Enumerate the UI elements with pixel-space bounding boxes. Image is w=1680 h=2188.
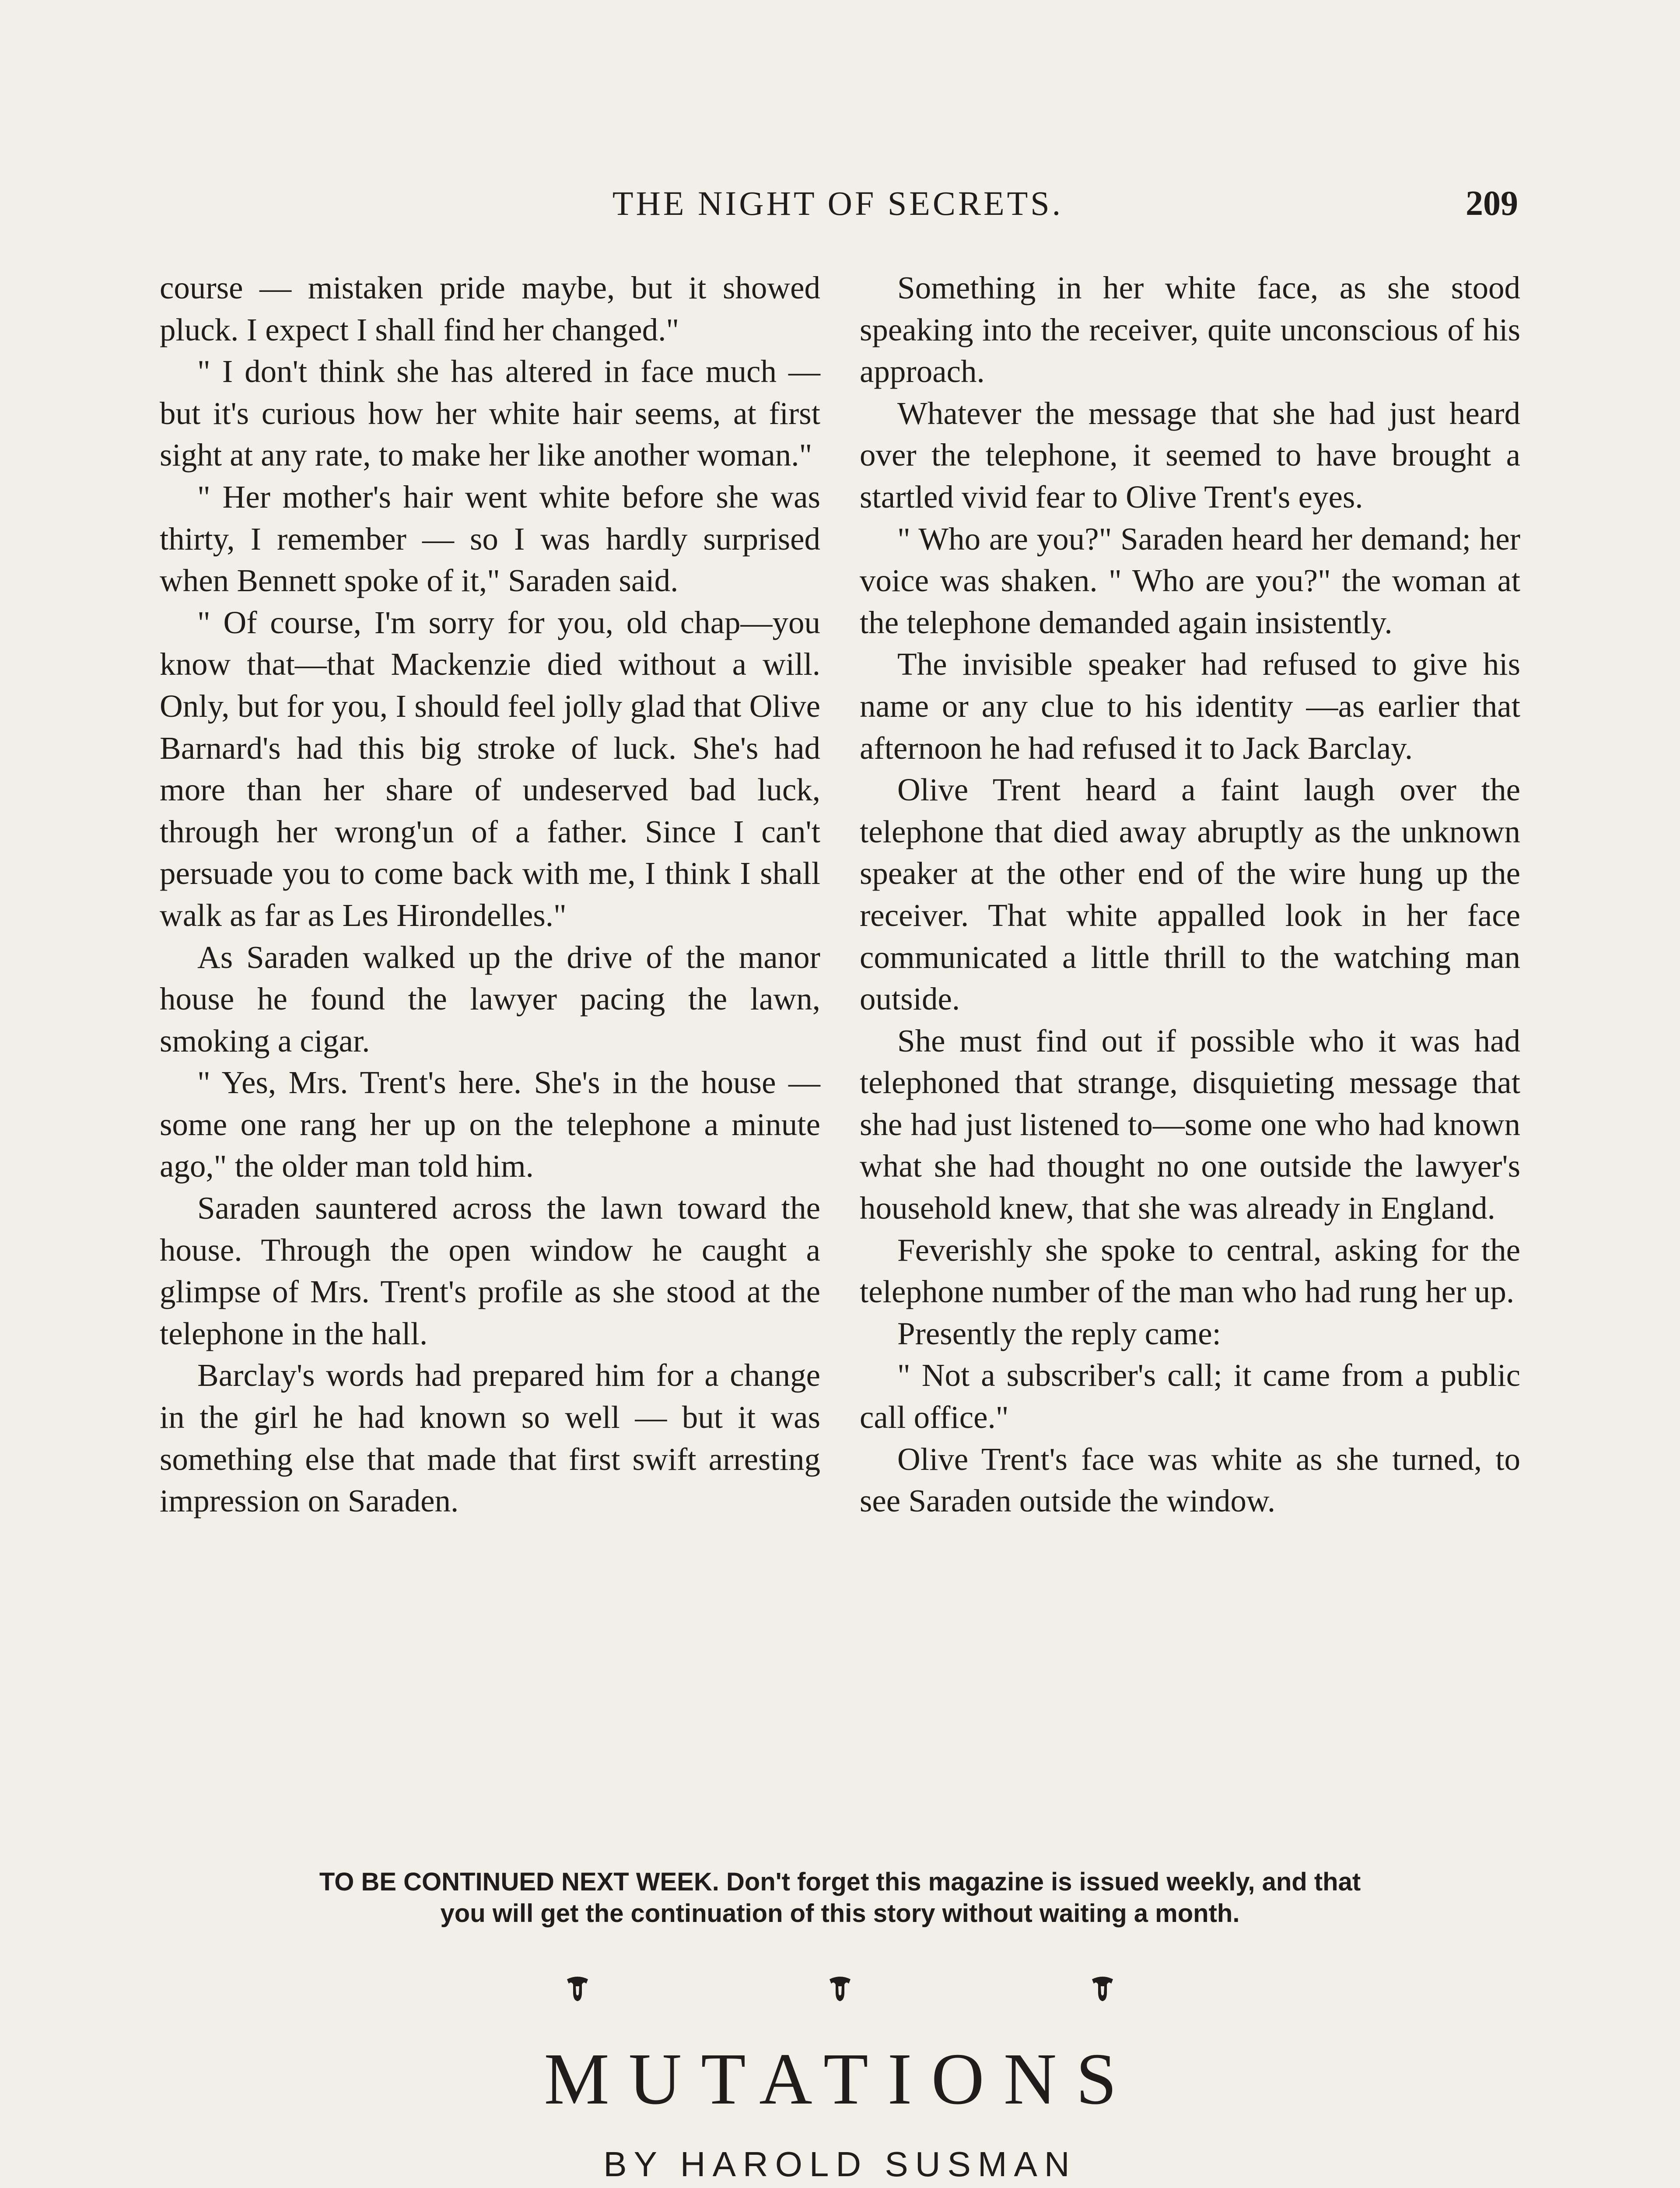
left-column [160,267,820,1522]
paragraph: Feverishly she spoke to central, asking for the telephone number of the man who had rung her up. [860,1232,1520,1310]
poem-title: MUTATIONS [544,2038,1136,2120]
page-number: 209 [1466,184,1518,223]
paragraph: Olive Trent heard a faint laugh over the telephone that died away abruptly as the unknown speaker at the other end of the wire hung up the receiver. That white appalled look in her face communicated a little thrill to the watching man outside. [860,772,1520,1017]
paragraph: Barclay's words had prepared him for a change in the girl he had known so well — but it was something else that made that first swift arresting impression on Saraden. [160,1357,820,1519]
continued-notice-line: TO BE CONTINUED NEXT WEEK. Don't forget this magazine is issued weekly, and that [319,1868,1361,1896]
ornament-icon [1089,1975,1116,2003]
continued-notice [160,1866,1520,1929]
paragraph: " I don't think she has altered in face much — but it's curious how her white hair seems, at first sight at any rate, to make her like another woman." [160,354,820,473]
running-title: THE NIGHT OF SECRETS. [612,184,1064,222]
paragraph: Something in her white face, as she stood speaking into the receiver, quite unconscious of his approach. [860,270,1520,389]
paragraph: course — mistaken pride maybe, but it showed pluck. I expect I shall find her changed." [160,270,820,347]
paragraph: As Saraden walked up the drive of the manor house he found the lawyer pacing the lawn, smoking a cigar. [160,939,820,1059]
paragraph: Whatever the message that she had just heard over the telephone, it seemed to have brought a startled vivid fear to Olive Trent's eyes. [860,395,1520,515]
paragraph: " Yes, Mrs. Trent's here. She's in the house — some one rang her up on the telephone a minute ago," the older man told him. [160,1065,820,1184]
paragraph: She must find out if possible who it was had telephoned that strange, disquieting message that she had just listened to—some one who had known what she had thought no one outside the lawyer's household knew, that she was already in England. [860,1023,1520,1226]
paragraph: The invisible speaker had refused to give his name or any clue to his identity —as earlier that afternoon he had refused it to Jack Barclay. [860,646,1520,766]
paragraph: " Not a subscriber's call; it came from a public call office." [860,1357,1520,1435]
continued-notice-line: you will get the continuation of this story without waiting a month. [440,1899,1240,1928]
ornament-row [564,1971,1116,2006]
ornament-icon [827,1975,853,2003]
right-column [860,267,1520,1522]
paragraph: Olive Trent's face was white as she turned, to see Saraden outside the window. [860,1441,1520,1519]
paragraph: Saraden sauntered across the lawn toward the house. Through the open window he caught a glimpse of Mrs. Trent's profile as she stood at the telephone in the hall. [160,1190,820,1351]
poem-byline: BY HAROLD SUSMAN [603,2145,1077,2184]
paragraph: " Who are you?" Saraden heard her demand; her voice was shaken. " Who are you?" the woman at the telephone demanded again insistently. [860,521,1520,640]
paragraph: Presently the reply came: [897,1315,1221,1351]
paragraph: " Of course, I'm sorry for you, old chap—you know that—that Mackenzie died without a will. Only, but for you, I should feel jolly glad that Olive Barnard's had this big stroke of luck. She's had more than her share of undeserved bad luck, through her wrong'un of a father. Since I can't persuade you to come back with me, I think I shall walk as far as Les Hirondelles." [160,604,820,933]
ornament-icon [564,1975,591,2003]
paragraph: " Her mother's hair went white before she was thirty, I remember — so I was hardly surprised when Bennett spoke of it," Saraden said. [160,479,820,599]
running-head [158,184,1518,223]
